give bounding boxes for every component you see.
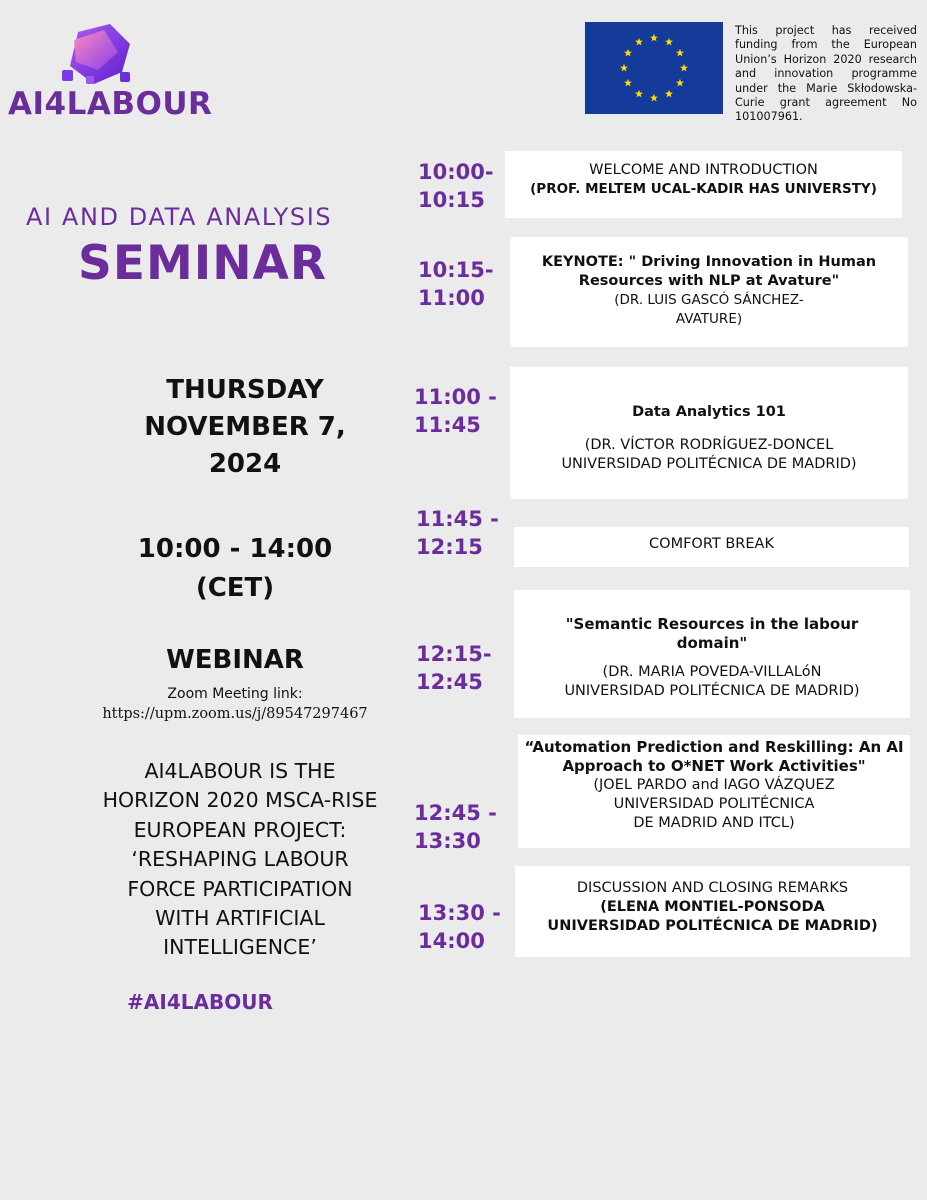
session-comfort-break (514, 527, 909, 567)
session-speaker-line: (DR. VÍCTOR RODRÍGUEZ-DONCEL (584, 437, 834, 453)
session-title-line: Resources with NLP at Avature" (578, 273, 840, 289)
session-speaker-line: (DR. MARIA POVEDA-VILLALóN (602, 664, 822, 680)
time-start: 10:15- (418, 258, 494, 282)
time-end: 12:45 (416, 670, 483, 694)
session-time (418, 899, 501, 955)
session-title: DISCUSSION AND CLOSING REMARKS (576, 880, 849, 896)
session-data-analytics (510, 367, 908, 499)
session-closing-remarks (515, 866, 910, 957)
time-end: 13:30 (414, 829, 481, 853)
project-line: AI4LABOUR IS THE (144, 759, 336, 783)
eu-flag-icon (585, 22, 723, 114)
session-time (418, 158, 494, 214)
project-description (40, 757, 440, 963)
session-speaker-line: UNIVERSIDAD POLITÉCNICA DE MADRID) (547, 918, 878, 934)
time-start: 12:45 - (414, 801, 497, 825)
session-title-line: Approach to O*NET Work Activities" (562, 757, 866, 775)
session-title: COMFORT BREAK (649, 536, 774, 552)
zoom-link[interactable]: https://upm.zoom.us/j/89547297467 (102, 706, 368, 722)
time-end: 12:15 (416, 535, 483, 559)
event-hours-range: 10:00 - 14:00 (137, 534, 333, 564)
time-end: 11:45 (414, 413, 481, 437)
ai4labour-logo-icon (60, 22, 134, 90)
time-end: 14:00 (418, 929, 485, 953)
time-start: 12:15- (416, 642, 492, 666)
session-title-line: domain" (676, 634, 748, 652)
zoom-label: Zoom Meeting link: (167, 686, 303, 702)
eu-funding-text: This project has received funding from the European Union’s Horizon 2020 research and innovation programme under the Marie Skłodowska-Curie grant agreement No 101007961. (735, 24, 917, 124)
time-start: 11:45 - (416, 507, 499, 531)
session-speaker-line: UNIVERSIDAD POLITÉCNICA DE MADRID) (561, 456, 857, 472)
project-line: HORIZON 2020 MSCA-RISE (102, 788, 378, 813)
session-time (416, 640, 492, 696)
event-date-line2: 2024 (208, 449, 282, 479)
session-title: Data Analytics 101 (632, 404, 786, 420)
session-time (416, 505, 499, 561)
session-speaker-line: (JOEL PARDO and IAGO VÁZQUEZ (593, 777, 835, 793)
event-date (120, 372, 370, 483)
session-title-line: KEYNOTE: " Driving Innovation in Human (541, 254, 877, 270)
session-title-line: “Automation Prediction and Reskilling: An AI (524, 738, 904, 756)
session-semantic-resources (514, 590, 910, 718)
logo-text: AI4LABOUR (8, 86, 213, 122)
session-speaker-line: DE MADRID AND ITCL) (633, 815, 795, 831)
time-start: 13:30 - (418, 901, 501, 925)
session-title-line: "Semantic Resources in the labour (565, 615, 859, 633)
event-hours (110, 530, 360, 608)
session-title: WELCOME AND INTRODUCTION (589, 162, 818, 178)
seminar-subtitle: AI AND DATA ANALYSIS (26, 203, 333, 231)
session-speaker-line: (ELENA MONTIEL-PONSODA (600, 899, 825, 915)
event-day: THURSDAY (166, 375, 324, 405)
session-speaker-line: AVATURE) (675, 311, 743, 327)
time-end: 10:15 (418, 188, 485, 212)
hashtag: #AI4LABOUR (127, 990, 273, 1014)
session-speaker-line: (DR. LUIS GASCÓ SÁNCHEZ- (614, 292, 804, 308)
time-start: 11:00 - (414, 385, 497, 409)
session-time (418, 256, 494, 312)
project-line: EUROPEAN PROJECT: (133, 817, 347, 842)
session-speaker: (PROF. MELTEM UCAL-KADIR HAS UNIVERSTY) (530, 181, 877, 197)
project-line: ‘RESHAPING LABOUR (131, 847, 349, 872)
event-timezone: (CET) (195, 573, 275, 603)
time-end: 11:00 (418, 286, 485, 310)
event-date-line1: NOVEMBER 7, (144, 412, 346, 442)
session-time (414, 799, 497, 855)
event-format: WEBINAR (166, 645, 304, 675)
project-line: WITH ARTIFICIAL (155, 906, 325, 931)
session-time (414, 383, 497, 439)
session-automation-prediction (518, 735, 910, 848)
session-speaker-line: UNIVERSIDAD POLITÉCNICA (613, 796, 815, 812)
session-welcome (505, 151, 902, 218)
project-line: FORCE PARTICIPATION (127, 876, 353, 901)
project-line: INTELLIGENCE’ (163, 935, 317, 960)
time-start: 10:00- (418, 160, 494, 184)
page-title: SEMINAR (78, 236, 328, 291)
session-speaker-line: UNIVERSIDAD POLITÉCNICA DE MADRID) (564, 683, 860, 699)
session-keynote (510, 237, 908, 347)
